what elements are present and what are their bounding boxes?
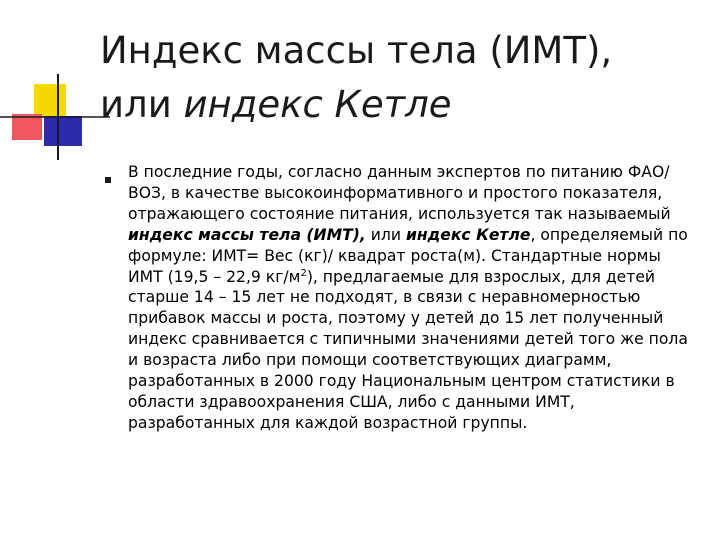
decorative-corner-graphic [0,0,110,170]
red-square [12,114,42,140]
bullet-text-c: ), предлагаемые для взрослых, для детей старше 14 – 15 лет не подходят, в связи с неравномерностью прибавок массы и роста, поэтому у детей до 15 лет полученный индекс сравнивается с типичными значениями детей того же пола и возраста либо при помощи соответствующих диаграмм, разработанных в 2000 году Национальным центром статистики в области здравоохранения США, либо с данными ИМТ, разработанных для каждой возрастной группы. [128,267,688,432]
title-line-2-italic: индекс Кетле [183,83,452,126]
bullet-emphasis-bmi: индекс массы тела (ИМТ), [128,225,366,244]
bullet-paragraph [128,162,690,434]
slide-title [100,24,700,132]
bullet-marker-icon [105,177,111,183]
title-line-2-plain: или [100,83,184,126]
title-line-1: Индекс массы тела (ИМТ), [100,29,613,72]
blue-square [44,116,82,146]
bullet-text-or: или [365,225,406,244]
bullet-emphasis-quetelet: индекс Кетле [405,225,531,244]
bullet-text-b: , определяемый по формуле: ИМТ= Вес (кг)/ квадрат роста(м). Стандартные нормы ИМТ (19,5 – 22,9 кг/м [128,225,688,286]
yellow-square [34,84,66,118]
bullet-superscript: 2 [300,267,307,279]
bullet-text-a: В последние годы, согласно данным экспертов по питанию ФАО/ВОЗ, в качестве высокоинформативного и простого показателя, отражающего состояние питания, используется так называемый [128,163,671,223]
